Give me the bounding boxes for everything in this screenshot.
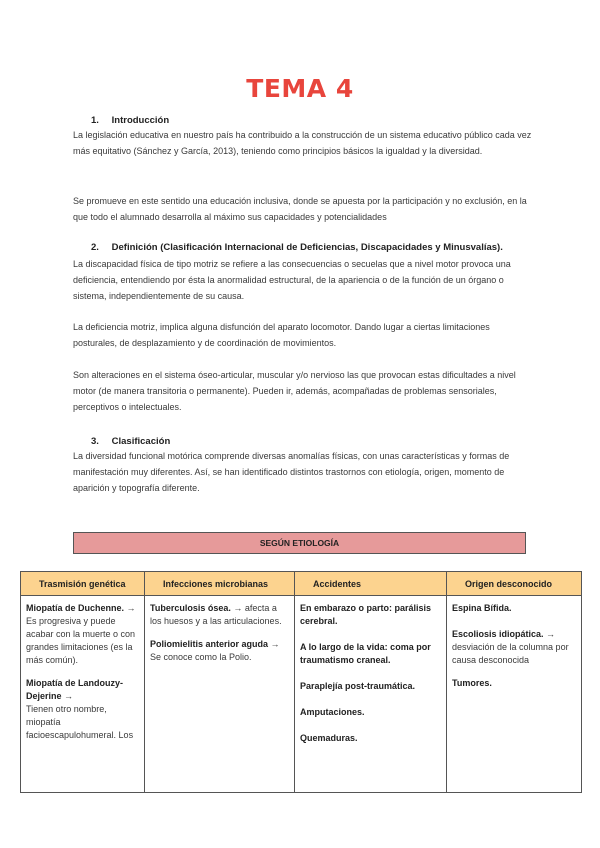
- arrow-icon: →: [124, 603, 136, 613]
- paragraph: La deficiencia motriz, implica alguna disfunción del aparato locomotor. Dando lugar a ciertas limitaciones posturales, de desplazamiento y de coordinación de movimientos.: [73, 322, 490, 348]
- paragraph: Se promueve en este sentido una educación inclusiva, donde se apuesta por la participación y no exclusión, en la que todo el alumnado desarrolla al máximo sus capacidades y potencialidades: [73, 196, 527, 222]
- arrow-icon: →: [61, 691, 74, 701]
- section-number: 3.: [91, 436, 99, 447]
- table-cell-origen: [447, 596, 582, 793]
- item-description: Se conoce como la Polio.: [150, 652, 252, 662]
- list-item: Paraplejía post-traumática.: [300, 681, 416, 691]
- column-header: Infecciones microbianas: [145, 572, 295, 596]
- item-description: desviación de la columna por causa desconocida: [452, 642, 569, 665]
- section-title: Introducción: [111, 115, 170, 126]
- column-header: Origen desconocido: [447, 572, 582, 596]
- arrow-icon: →: [543, 629, 556, 639]
- list-item: Amputaciones.: [300, 707, 365, 717]
- section-heading-introduccion: [91, 115, 169, 126]
- section-number: 2.: [91, 242, 99, 253]
- paragraph: La discapacidad física de tipo motriz se refiere a las consecuencias o secuelas que a nivel motor provoca una deficiencia, entendiendo por ésta la anormalidad estructural, de la apariencia o de la función de un órgano o sistema, independientemente de su causa.: [73, 259, 511, 301]
- list-item: En embarazo o parto: parálisis cerebral.: [300, 603, 432, 626]
- list-item: Tumores.: [452, 678, 492, 688]
- item-description: Tienen otro nombre, miopatía facioescapulohumeral. Los: [26, 704, 134, 740]
- table-cell-infecciones: [145, 596, 295, 793]
- section-title: Definición (Clasificación Internacional de Deficiencias, Discapacidades y Minusvalías).: [111, 242, 503, 253]
- item-term: Miopatía de Duchenne.: [26, 603, 125, 613]
- item-term: Miopatía de Landouzy-Dejerine: [26, 678, 124, 701]
- section-heading-clasificacion: [91, 436, 170, 447]
- list-item: Espina Bífida.: [452, 603, 512, 613]
- list-item: [26, 677, 139, 742]
- list-item: [26, 602, 139, 667]
- item-term: Escoliosis idiopática.: [452, 629, 544, 639]
- table-header-row: [21, 572, 582, 596]
- paragraph: La diversidad funcional motórica comprende diversas anomalías físicas, con unas características y formas de manifestación muy diferentes. Así, se han identificado distintos trastornos con etiología, origen, momento de aparición y topografía diferente.: [73, 451, 510, 493]
- list-item: [150, 602, 289, 628]
- paragraph: Son alteraciones en el sistema óseo-articular, muscular y/o nervioso las que provocan estas dificultades a nivel motor (de manera transitoria o permanente). Pueden ir, además, acompañadas de problemas sensoriales, perceptivos o intelectuales.: [73, 370, 516, 412]
- arrow-icon: →: [268, 639, 280, 649]
- section-number: 1.: [91, 115, 99, 126]
- item-description: afecta a los huesos y a las articulaciones.: [150, 603, 282, 626]
- etiology-table: [20, 571, 582, 793]
- table-cell-genetica: [21, 596, 145, 793]
- table-row: [21, 596, 582, 793]
- table-cell-accidentes: [295, 596, 447, 793]
- page-title: TEMA 4: [246, 74, 354, 103]
- list-item: [452, 628, 576, 667]
- list-item: [150, 638, 289, 664]
- item-description: Es progresiva y puede acabar con la muerte o con grandes limitaciones (es la más común).: [26, 616, 136, 665]
- section-heading-definicion: [91, 242, 503, 253]
- column-header: Accidentes: [295, 572, 447, 596]
- arrow-icon: →: [230, 603, 243, 613]
- list-item: Quemaduras.: [300, 733, 358, 743]
- paragraph: La legislación educativa en nuestro país ha contribuido a la construcción de un sistema educativo público cada vez más equitativo (Sánchez y García, 2013), teniendo como principios básicos la igualdad y la diversidad.: [73, 130, 532, 156]
- etiology-band: SEGÚN ETIOLOGÍA: [73, 532, 526, 554]
- column-header: Trasmisión genética: [21, 572, 145, 596]
- list-item: A lo largo de la vida: coma por traumatismo craneal.: [300, 642, 431, 665]
- item-term: Tuberculosis ósea.: [150, 603, 231, 613]
- item-term: Poliomielitis anterior aguda: [150, 639, 269, 649]
- section-title: Clasificación: [111, 436, 171, 447]
